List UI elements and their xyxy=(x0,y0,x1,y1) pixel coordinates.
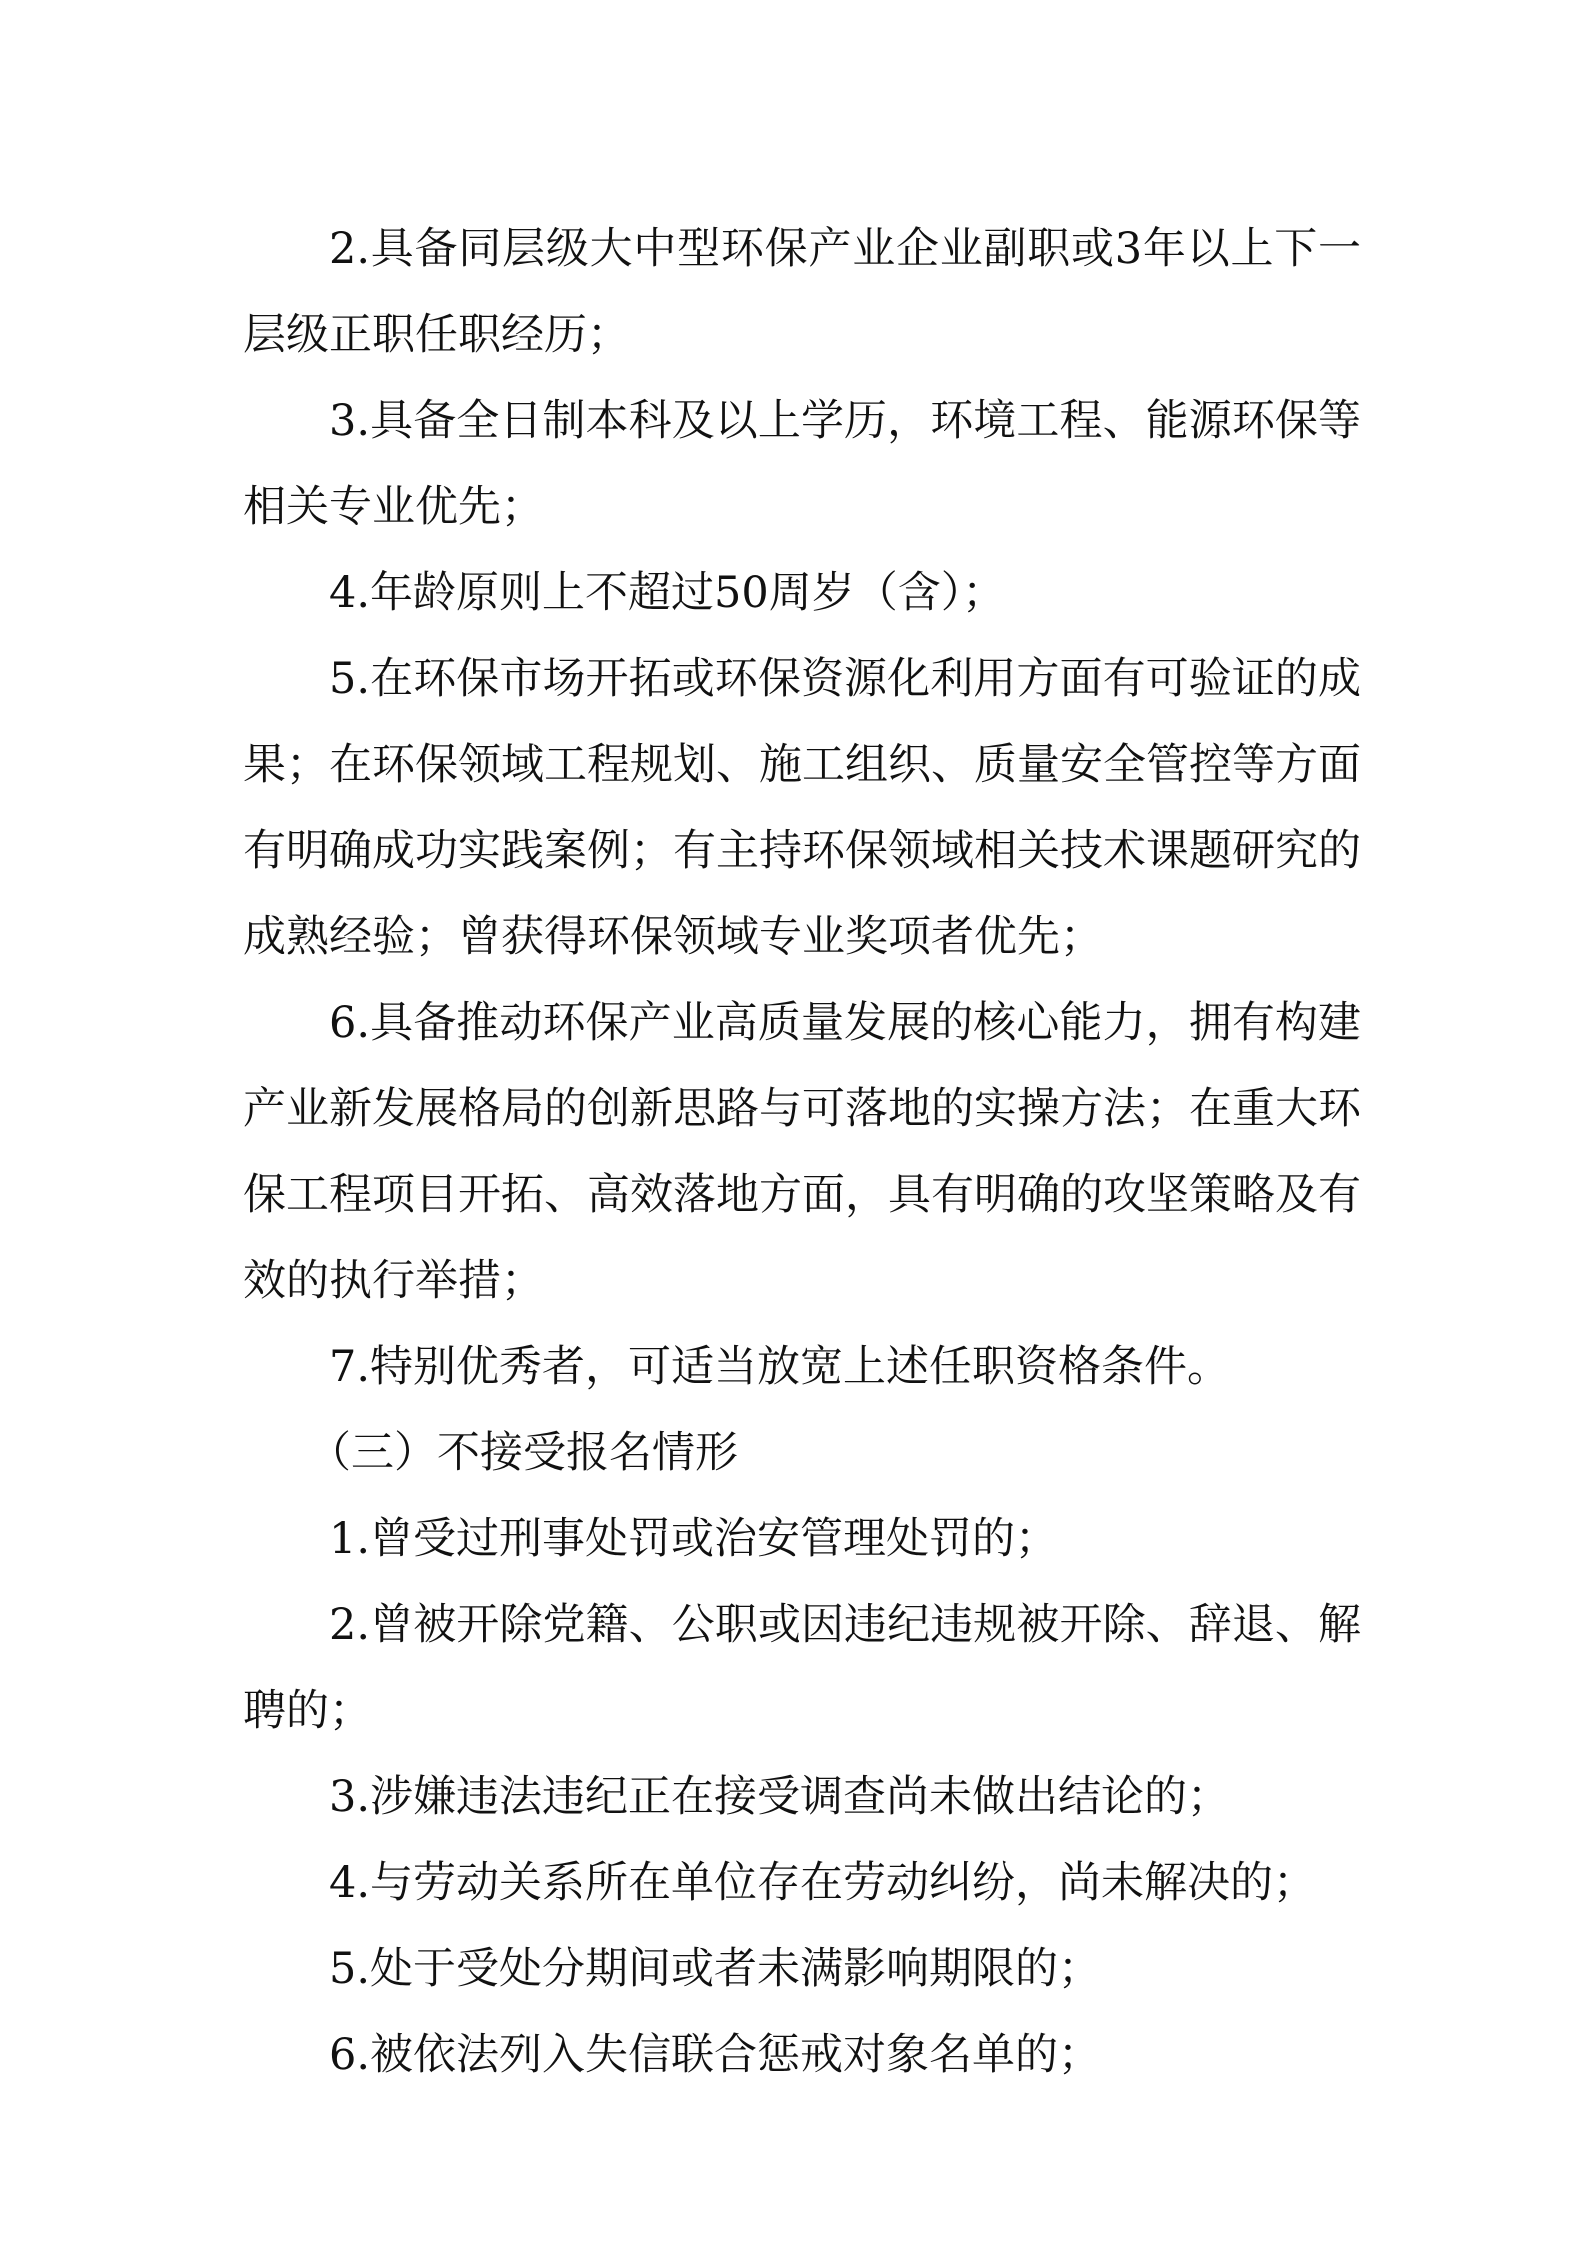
exclusion-item-3: 3.涉嫌违法违纪正在接受调查尚未做出结论的； xyxy=(329,1772,1231,1822)
requirement-item-5: 5.在环保市场开拓或环保资源化利用方面有可验证的成果；在环保领域工程规划、施工组织、质量安全管控等方面有明确成功实践案例；有主持环保领域相关技术课题研究的成熟经验；曾获得环保领域专业奖项者优先； xyxy=(243,654,1361,962)
requirement-item-6: 6.具备推动环保产业高质量发展的核心能力，拥有构建产业新发展格局的创新思路与可落地的实操方法；在重大环保工程项目开拓、高效落地方面，具有明确的攻坚策略及有效的执行举措； xyxy=(243,998,1361,1306)
exclusion-item-4: 4.与劳动关系所在单位存在劳动纠纷，尚未解决的； xyxy=(329,1858,1317,1908)
requirement-item-3: 3.具备全日制本科及以上学历，环境工程、能源环保等相关专业优先； xyxy=(243,396,1361,532)
requirement-item-2: 2.具备同层级大中型环保产业企业副职或3年以上下一层级正职任职经历； xyxy=(243,224,1361,360)
requirement-item-4: 4.年龄原则上不超过50周岁（含）； xyxy=(329,568,1006,618)
requirement-item-7: 7.特别优秀者，可适当放宽上述任职资格条件。 xyxy=(329,1342,1231,1392)
document-body xyxy=(243,206,1361,2098)
exclusion-item-5: 5.处于受处分期间或者未满影响期限的； xyxy=(329,1944,1102,1994)
section-heading: （三）不接受报名情形 xyxy=(308,1428,738,1478)
exclusion-item-2: 2.曾被开除党籍、公职或因违纪违规被开除、辞退、解聘的； xyxy=(243,1600,1361,1736)
exclusion-item-1: 1.曾受过刑事处罚或治安管理处罚的； xyxy=(329,1514,1059,1564)
exclusion-item-6: 6.被依法列入失信联合惩戒对象名单的； xyxy=(329,2030,1102,2080)
